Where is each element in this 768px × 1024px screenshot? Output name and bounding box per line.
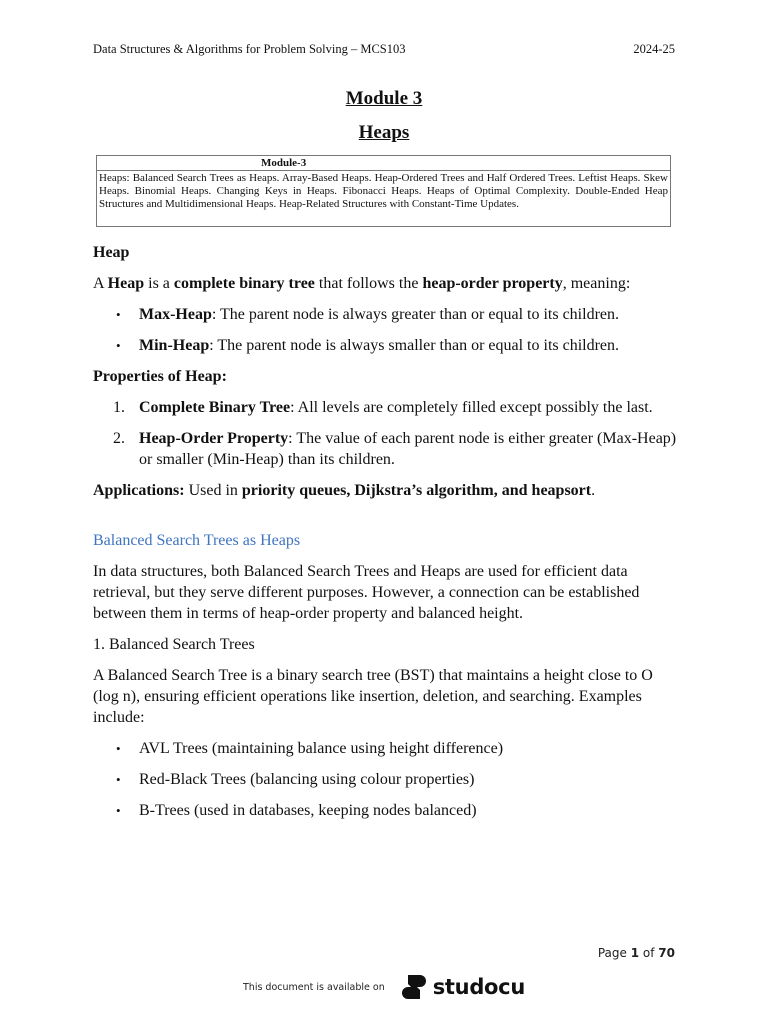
page-current: 1: [630, 946, 640, 960]
list-item: [93, 335, 678, 356]
header-course: Data Structures & Algorithms for Problem Solving – MCS103: [93, 42, 406, 56]
page-of-label: of: [642, 946, 655, 960]
intro-text-2: is a: [144, 275, 174, 292]
list-item: [93, 738, 678, 759]
syllabus-box: [96, 155, 671, 227]
list-item: [93, 304, 678, 325]
page-total: 70: [658, 946, 675, 960]
properties-heading-text: Properties of Heap:: [93, 368, 227, 385]
list-item: [93, 397, 678, 418]
list-number: 2.: [113, 430, 125, 447]
list-desc: : The value of each parent node is either greater (Max-Heap) or smaller (Min-Heap) than its children.: [139, 430, 677, 468]
list-item: [93, 800, 678, 821]
studocu-banner[interactable]: [0, 972, 768, 1002]
list-text: B-Trees (used in databases, keeping nodes balanced): [139, 802, 477, 819]
list-text: AVL Trees (maintaining balance using height difference): [139, 740, 504, 757]
list-desc: : The parent node is always smaller than or equal to its children.: [209, 337, 620, 354]
page-number: [598, 946, 675, 960]
syllabus-title: Module-3: [97, 157, 670, 171]
intro-text-1: A: [93, 275, 108, 292]
intro-bold-3: heap-order property: [422, 275, 563, 292]
applications: [93, 480, 678, 501]
list-term: Min-Heap: [139, 337, 210, 354]
page-label: Page: [597, 946, 627, 960]
applications-text-2: .: [591, 482, 596, 499]
heap-heading: Heap: [93, 244, 130, 261]
studocu-logo-icon: [399, 972, 429, 1002]
heap-intro: [93, 273, 678, 294]
bst-subheading: 1. Balanced Search Trees: [93, 636, 255, 653]
list-desc: : All levels are completely filled except possibly the last.: [290, 399, 653, 416]
bst-examples-list: [93, 738, 678, 821]
header-year: 2024-25: [633, 42, 675, 56]
syllabus-body: Heaps: Balanced Search Trees as Heaps. Array-Based Heaps. Heap-Ordered Trees and Half Ordered Trees. Leftist Heaps. Skew Heaps. Binomial Heaps. Changing Keys in Heaps. Fibonacci Heaps. Heaps of Optimal Complexity. Double-Ended Heap Structures and Multidimensional Heaps. Heap-Related Structures with Constant-Time Updates.: [99, 172, 668, 210]
bullet-icon: •: [116, 741, 121, 756]
heap-types-list: [93, 304, 678, 356]
list-text: Red-Black Trees (balancing using colour properties): [139, 771, 475, 788]
list-item: [93, 769, 678, 790]
properties-heading: [93, 366, 678, 387]
studocu-brand: studocu: [432, 975, 525, 999]
bullet-icon: •: [116, 338, 121, 353]
list-term: Max-Heap: [139, 306, 212, 323]
document-body: [93, 242, 678, 831]
bullet-icon: •: [116, 307, 121, 322]
list-number: 1.: [113, 399, 125, 416]
module-title: Module 3: [345, 88, 423, 109]
intro-bold-1: Heap: [107, 275, 145, 292]
bst-heading: Balanced Search Trees as Heaps: [93, 532, 301, 549]
intro-text-3: that follows the: [314, 275, 423, 292]
applications-bold: priority queues, Dijkstra’s algorithm, and heapsort: [241, 482, 592, 499]
bullet-icon: •: [116, 803, 121, 818]
list-desc: : The parent node is always greater than or equal to its children.: [211, 306, 619, 323]
bst-para-2: A Balanced Search Tree is a binary search tree (BST) that maintains a height close to O (log n), ensuring efficient operations like insertion, deletion, and searching. Examples include:: [93, 667, 653, 726]
list-term: Heap-Order Property: [139, 430, 289, 447]
bst-para-1: In data structures, both Balanced Search Trees and Heaps are used for efficient data retrieval, but they serve different purposes. However, a connection can be established between them in terms of heap-order property and balanced height.: [93, 563, 640, 622]
intro-text-4: , meaning:: [562, 275, 631, 292]
list-term: Complete Binary Tree: [139, 399, 291, 416]
applications-label: Applications:: [93, 482, 185, 499]
bullet-icon: •: [116, 772, 121, 787]
topic-title: Heaps: [358, 122, 410, 143]
list-item: [93, 428, 678, 470]
intro-bold-2: complete binary tree: [173, 275, 315, 292]
applications-text-1: Used in: [184, 482, 242, 499]
page-header: [93, 42, 675, 57]
properties-list: [93, 397, 678, 470]
available-text: This document is available on: [243, 981, 385, 993]
